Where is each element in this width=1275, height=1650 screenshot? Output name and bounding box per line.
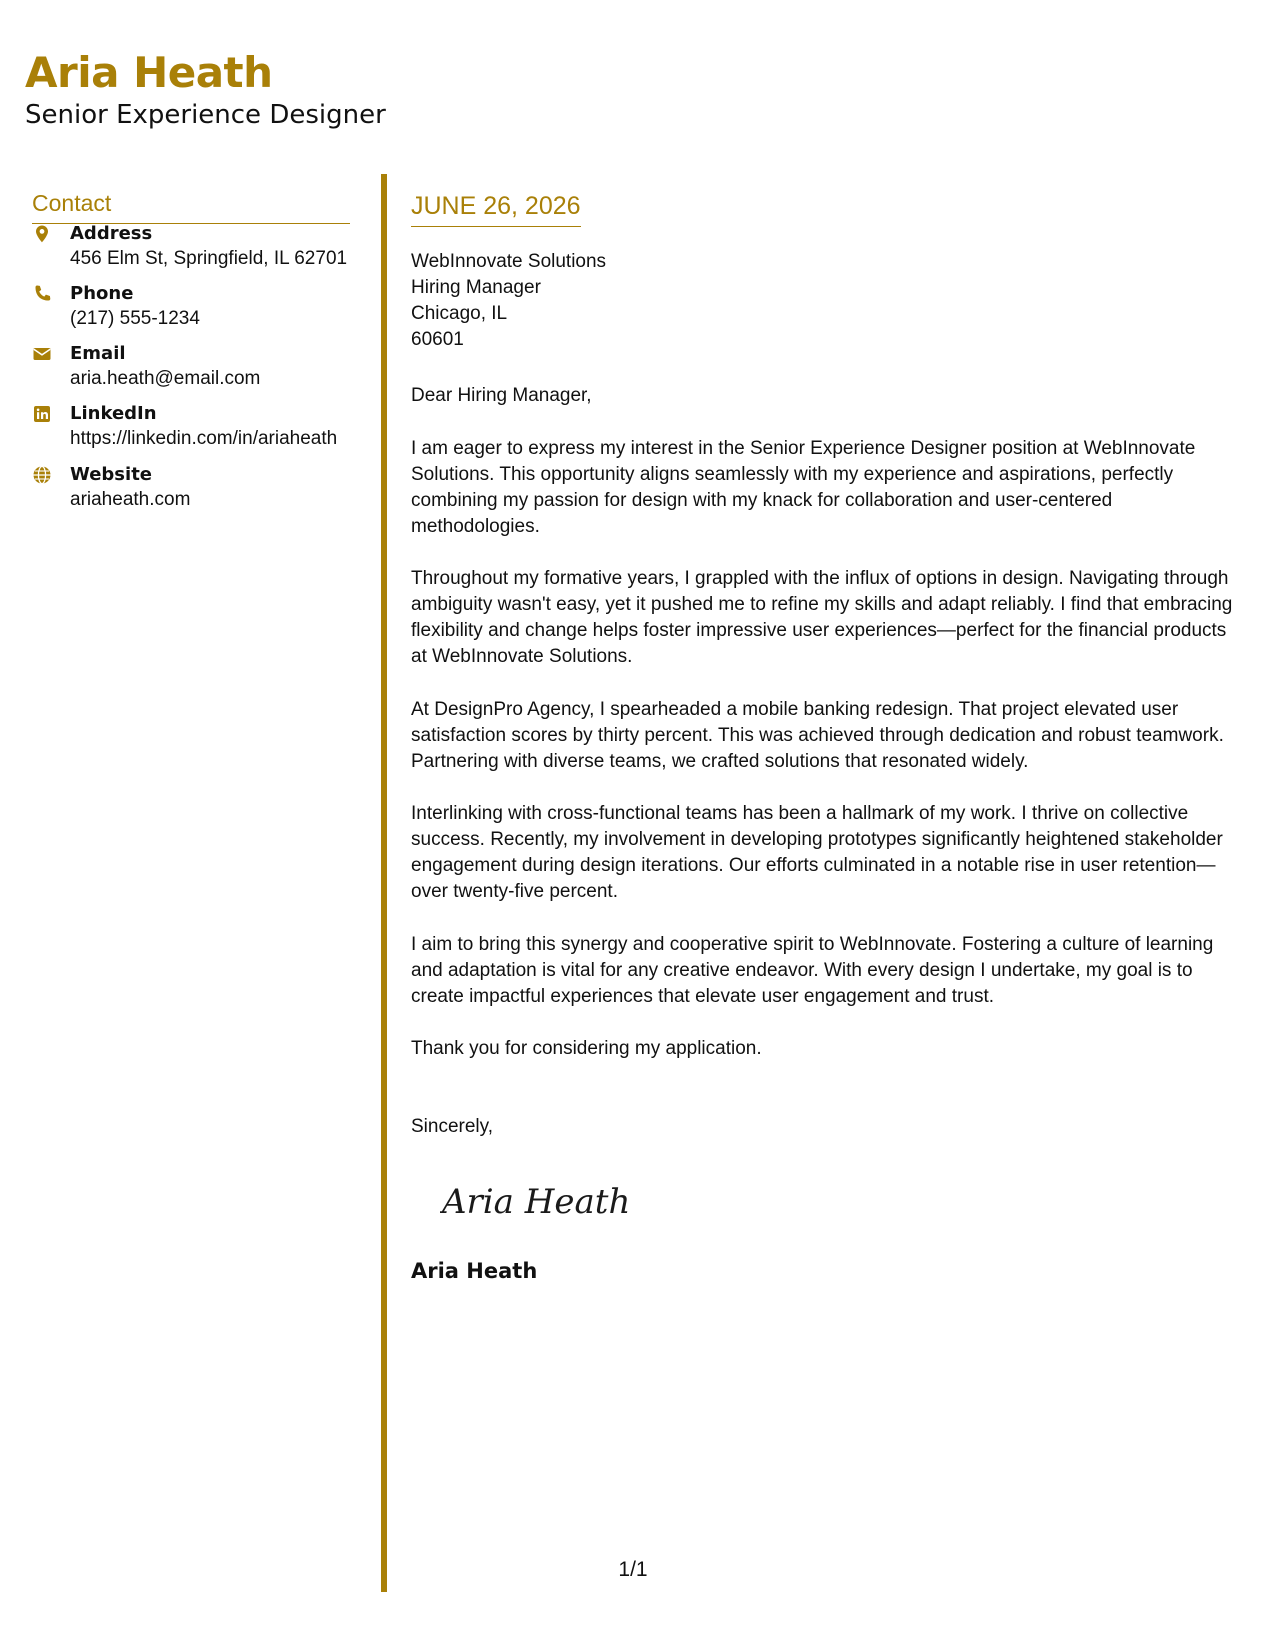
body-paragraph: I aim to bring this synergy and cooperative spirit to WebInnovate. Fostering a culture of learning and adaptation is vital for any creative endeavor. With every design I undertake, my goal is to create impactful experiences that elevate user engagement and trust. — [411, 934, 1214, 1007]
body-paragraph: Throughout my formative years, I grappled with the influx of options in design. Navigating through ambiguity wasn't easy, yet it pushed me to refine my skills and adapt reliably. I find that embracing flexibility and change helps foster impressive user experiences—perfect for the financial products at WebInnovate Solutions. — [411, 568, 1233, 667]
website-label: Website — [70, 464, 153, 485]
closing-note: Thank you for considering my application. — [411, 1038, 762, 1059]
signature-script-text: Aria Heath — [442, 1182, 631, 1222]
body-paragraph: At DesignPro Agency, I spearheaded a mobile banking redesign. That project elevated user satisfaction scores by thirty percent. This was achieved through dedication and robust teamwork. Partnering with diverse teams, we crafted solutions that resonated widely. — [411, 699, 1224, 772]
phone-label: Phone — [70, 283, 134, 304]
map-pin-icon — [32, 224, 52, 244]
phone-value: (217) 555-1234 — [70, 308, 200, 329]
applicant-name: Aria Heath — [25, 48, 273, 97]
body-paragraph: I am eager to express my interest in the Senior Experience Designer position at WebInnovate Solutions. This opportunity aligns seamlessly with my experience and aspirations, perfectly combining my passion for design with my knack for collaboration and user-centered methodologies. — [411, 438, 1196, 537]
recipient-block — [411, 249, 606, 353]
vertical-divider — [381, 174, 387, 1592]
website-value[interactable]: ariaheath.com — [70, 489, 191, 510]
email-value: aria.heath@email.com — [70, 368, 261, 389]
sign-off: Sincerely, — [411, 1116, 494, 1137]
recipient-company: WebInnovate Solutions — [411, 251, 607, 272]
contact-heading: Contact — [32, 188, 350, 224]
letter-date: JUNE 26, 2026 — [411, 190, 581, 227]
email-label: Email — [70, 343, 126, 364]
globe-icon — [32, 465, 52, 485]
handwritten-signature — [440, 1173, 650, 1227]
page-number: 1/1 — [618, 1558, 648, 1581]
contact-sidebar — [32, 188, 350, 510]
phone-icon — [32, 284, 52, 304]
address-value: 456 Elm St, Springfield, IL 62701 — [70, 248, 348, 269]
recipient-city: Chicago, IL — [411, 303, 508, 324]
address-label: Address — [70, 223, 153, 244]
envelope-icon — [32, 344, 52, 364]
signature-name: Aria Heath — [411, 1259, 538, 1283]
linkedin-value[interactable]: https://linkedin.com/in/ariaheath — [70, 428, 338, 449]
linkedin-icon — [32, 404, 52, 424]
linkedin-label: LinkedIn — [70, 403, 157, 424]
body-paragraph: Interlinking with cross-functional teams has been a hallmark of my work. I thrive on collective success. Recently, my involvement in developing prototypes significantly heightened stakeholder engagement during design iterations. Our efforts culminated in a notable rise in user retention—over twenty-five percent. — [411, 803, 1223, 902]
recipient-zip: 60601 — [411, 329, 464, 350]
salutation: Dear Hiring Manager, — [411, 385, 592, 406]
recipient-role: Hiring Manager — [411, 277, 541, 298]
job-title: Senior Experience Designer — [25, 100, 386, 130]
